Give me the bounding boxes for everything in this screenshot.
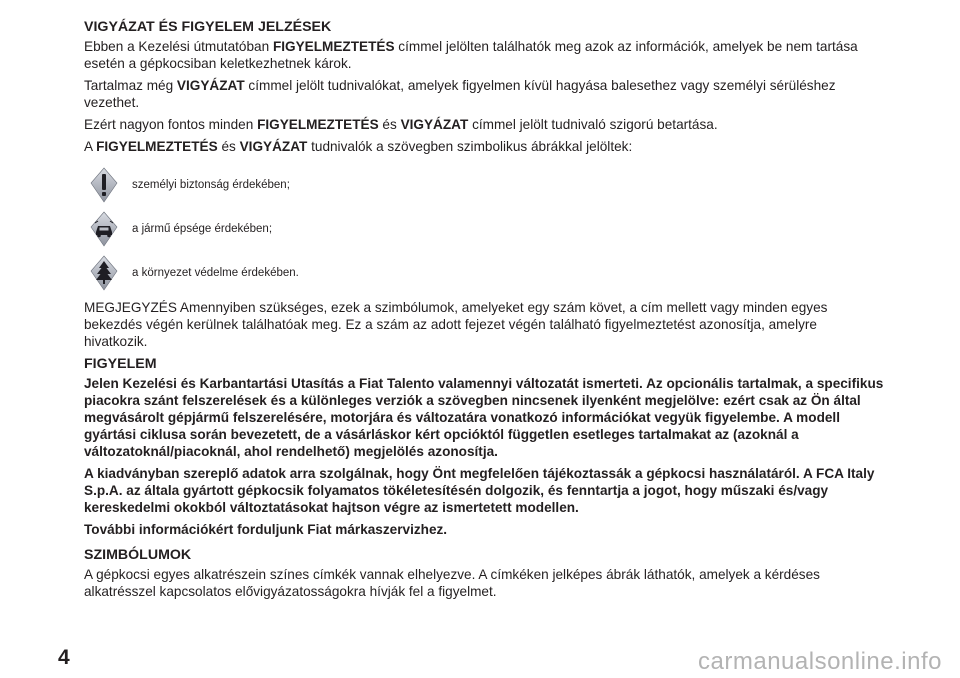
symbols-paragraph: A gépkocsi egyes alkatrészein színes címkék vannak elhelyezve. A címkéken jelképes ábrák láthatók, amelyek a kérdéses alkatrésszel kapcsolatos elővigyázatosságokra hívják fel a figyelmet. <box>84 567 820 599</box>
warnings-heading: VIGYÁZAT ÉS FIGYELEM JELZÉSEK <box>84 19 332 35</box>
tree-icon <box>84 251 124 295</box>
symbols-heading: SZIMBÓLUMOK <box>84 547 192 563</box>
car-icon <box>84 207 124 251</box>
text-run: és <box>378 117 401 132</box>
text-run: Tartalmaz még <box>84 78 177 93</box>
intro-paragraph-3 <box>84 116 884 133</box>
text-run: és <box>217 139 240 154</box>
text-run: Ezért nagyon fontos minden <box>84 117 258 132</box>
intro-paragraph-2 <box>84 77 884 111</box>
intro-paragraph-1 <box>84 38 884 72</box>
text-run: Ebben a Kezelési útmutatóban <box>84 39 273 54</box>
keyword-vigyazat: VIGYÁZAT <box>239 139 308 154</box>
text-run: címmel jelölten találhatók meg azok az információk, amelyek be nem tartása esetén a gépkocsiban keletkezhetnek károk. <box>84 39 858 71</box>
figyelem-paragraph-2: A kiadványban szereplő adatok arra szolgálnak, hogy Önt megfelelően tájékoztassák a gépkocsi használatáról. A FCA Italy S.p.A. az általa gyártott gépkocsik folyamatos tökéletesítésén dolgozik, és fenntartja a jogot, hogy műszaki és/vagy kereskedelmi okokból változtatásokat hajtson végre az ismertetett modellen. <box>84 466 875 515</box>
figyelem-paragraph-1: Jelen Kezelési és Karbantartási Utasítás a Fiat Talento valamennyi változatát ismerteti. Az opcionális tartalmak, a specifikus piacokra szánt felszerelések és a különleges verziók a szövegben nincsenek ilyenként megjelölve: ezért csak az Ön által megvásárolt gépjármű felszerelésére, motorjára és változatára vonatkozó információkat vegyük figyelembe. A modell gyártási ciklusa során bevezetett, de a vásárláskor kért opcióktól független esetleges tartalmakat az (azoknál a változatoknál/piacoknál, ahol rendelhető) megjelölés azonosítja. <box>84 376 884 459</box>
text-run: címmel jelölt tudnivalókat, amelyek figyelmen kívül hagyása balesethez vagy személyi sérüléshez vezethet. <box>84 78 836 110</box>
exclamation-icon <box>84 163 124 207</box>
symbol-row-environment <box>84 251 884 295</box>
intro-paragraph-4 <box>84 138 884 155</box>
note-paragraph: MEGJEGYZÉS Amennyiben szükséges, ezek a szimbólumok, amelyeket egy szám követ, a cím mellett vagy minden egyes bekezdés végén kerülnek találhatóak meg. Ez a szám az adott fejezet végén található figyelmeztetést azonosítja, amelyre hivatkozik. <box>84 300 828 349</box>
keyword-figyelmeztetes: FIGYELMEZTETÉS <box>257 117 379 132</box>
keyword-figyelmeztetes: FIGYELMEZTETÉS <box>96 139 218 154</box>
text-run: tudnivalók a szövegben szimbolikus ábrákkal jelöltek: <box>307 139 633 154</box>
text-run: címmel jelölt tudnivaló szigorú betartása. <box>468 117 718 132</box>
symbol-row-personal <box>84 163 884 207</box>
page-number: 4 <box>58 646 70 669</box>
keyword-vigyazat: VIGYÁZAT <box>400 117 469 132</box>
symbol-label: személyi biztonság érdekében; <box>132 179 290 191</box>
page-content <box>84 18 884 605</box>
keyword-vigyazat: VIGYÁZAT <box>176 78 245 93</box>
symbol-label: a környezet védelme érdekében. <box>132 267 299 279</box>
symbol-list <box>84 163 884 295</box>
figyelem-heading: FIGYELEM <box>84 356 157 372</box>
watermark-text: carmanualsonline.info <box>698 648 942 675</box>
keyword-figyelmeztetes: FIGYELMEZTETÉS <box>272 39 395 54</box>
text-run: A <box>84 139 97 154</box>
symbol-row-vehicle <box>84 207 884 251</box>
symbol-label: a jármű épsége érdekében; <box>132 223 273 235</box>
figyelem-paragraph-3: További információkért forduljunk Fiat márkaszervizhez. <box>84 522 448 537</box>
